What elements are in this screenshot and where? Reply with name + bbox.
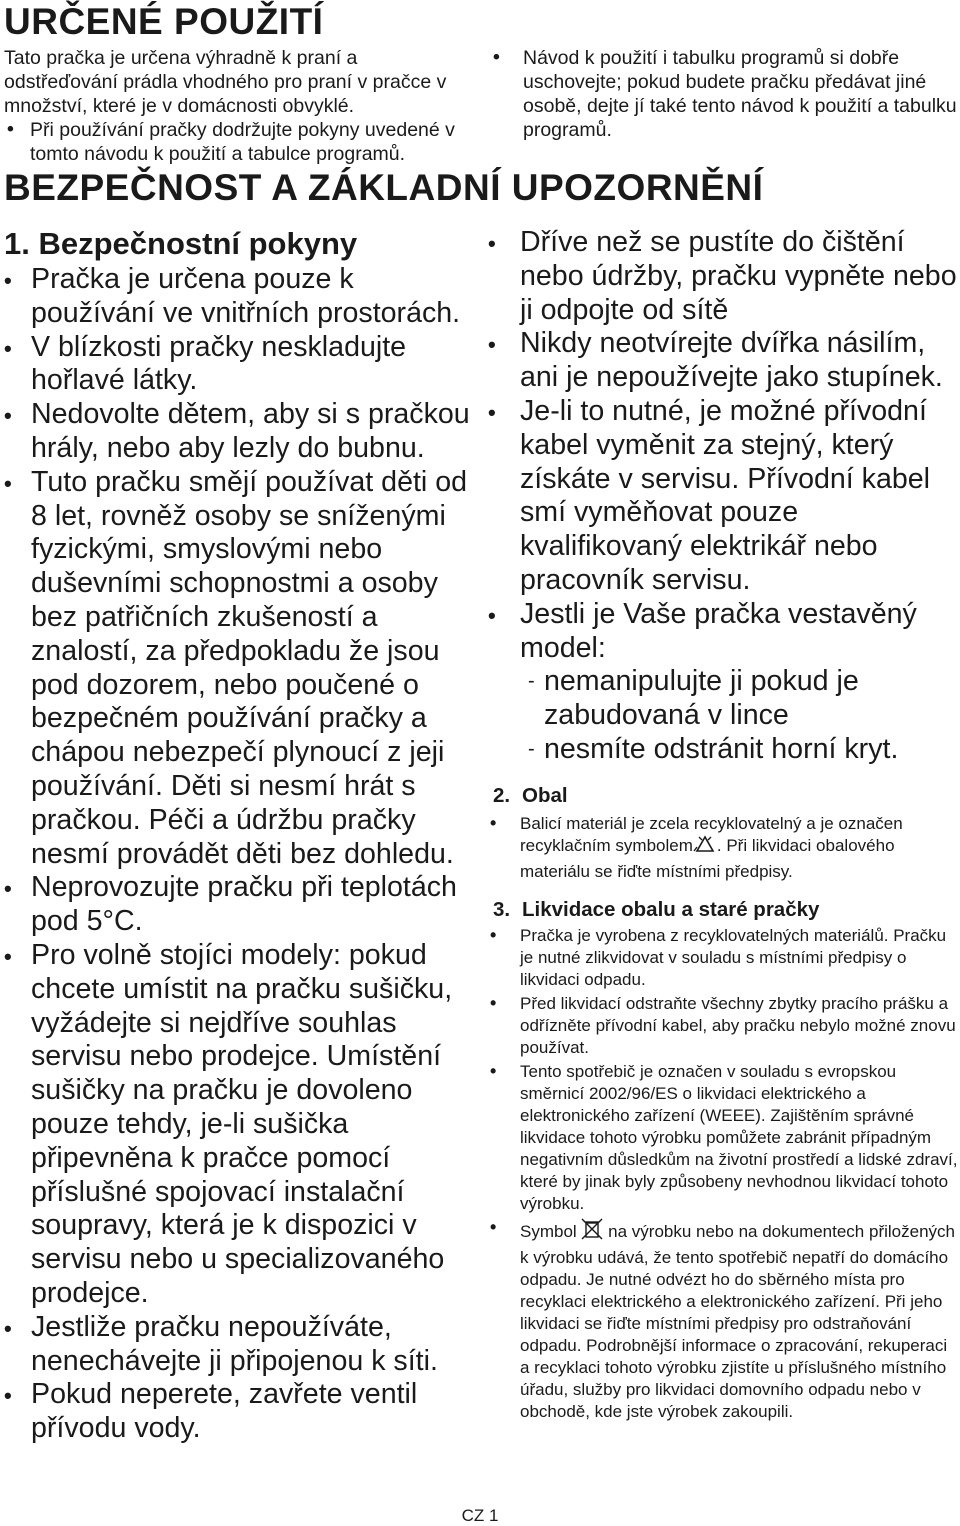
list-item-text: Pračka je vyrobena z recyklovatelných materiálů. Pračku je nutné zlikvidovat v souladu s místními předpisy o likvidaci odpadu. [520,925,947,989]
bullet-icon: • [4,876,12,902]
bullet-icon: • [488,231,496,256]
list-item-text: Nikdy neotvírejte dvířka násilím, ani je nepoužívejte jako stupínek. [520,327,943,394]
list-item-text: Symbol [520,1221,577,1241]
list-item [4,398,482,466]
list-item-text: Pro volně stojíci modely: pokud chcete umístit na pračku sušičku, vyžádejte si nejdříve souhlas servisu nebo prodejce. Umístění sušičky na pračku je dovoleno pouze tehdy, je-li sušička připevněna k pračce pomocí příslušné spojovací instalační soupravy, která je k dispozici v servisu nebo u specializovaného prodejce. [31,938,453,1309]
crossed-bin-icon [581,1217,603,1247]
packaging-list [488,813,958,883]
list-item-text: Tuto pračku smějí používat děti od 8 let, rovněž osoby se sníženými fyzickými, smyslovými nebo duševními schopnostmi a osoby bez patřičních zkušeností a znalostí, za předpokladu že jsou pod dozorem, nebo poučené o bezpečném používání pračky a chápou nebezpečí plynoucí z jeji používání. Děti si nesmí hrát s pračkou. Péči a údržbu pračky nesmí provádět děti bez dohledu. [31,465,468,870]
list-item [488,1217,958,1423]
heading-intended-use: URČENÉ POUŽITÍ [4,1,324,42]
bullet-icon: • [4,1383,12,1409]
list-item-text: Při používání pračky dodržujte pokyny uvedené v tomto návodu k použití a tabulce programů. [30,119,455,165]
list-item-text: Dříve než se pustíte do čištění nebo údržby, pračku vypněte nebo ji odpojte od sítě [520,226,957,326]
usage-intro-text: Tato pračka je určena výhradně k praní a odstřeďování prádla vhodného pro praní v pračce v množství, které je v domácnosti obvyklé. [4,47,447,117]
bullet-icon: • [488,399,496,425]
list-item [488,925,958,991]
section-number: 3. [493,897,511,921]
section-title-text: Likvidace obalu a staré pračky [522,897,820,921]
section1-title: 1. Bezpečnostní pokyny [4,226,358,261]
usage-right-column [493,46,958,142]
section-number: 2. [493,783,511,807]
list-item-text: Návod k použití i tabulku programů si dobře uschovejte; pokud budete pračku předávat jiné osobě, dejte jí také tento návod k použití a tabulku programů. [523,47,957,141]
section2-title [488,783,958,809]
bullet-icon: • [490,924,497,945]
usage-bullet-left [4,118,474,166]
list-item-text: nesmíte odstránit horní kryt. [544,732,899,765]
dash-icon: - [528,670,535,693]
list-item [488,993,958,1059]
bullet-icon: • [4,1315,12,1341]
section3-title [488,897,958,923]
bullet-icon: • [4,943,12,969]
list-item [488,395,958,598]
bullet-icon: • [4,470,12,496]
list-item-text: Balicí materiál je zcela recyklovatelný a je označen recyklačním symbolem [520,813,903,855]
list-item-text: na výrobku nebo na dokumentech přiložených k výrobku udává, že tento spotřebič nepatří do domácího odpadu. Je nutné odvézt ho do sběrného místa pro recyklaci elektrického a elektronického zařízení. Při jeho likvidaci se řiďte místními předpisy pro odstraňování odpadu. Podrobnější informace o zpracování, rekuperaci a recyklaci tohoto výrobku zjistíte u příslušného místního úřadu, služby pro likvidaci domovního odpadu nebo v obchodě, kde jste výrobek zakoupili. [520,1221,955,1421]
safety-list-right [488,226,958,767]
dash-icon: - [528,737,535,760]
disposal-list [488,925,958,1423]
list-item-text: Jestli je Vaše pračka vestavěný model: [520,597,917,664]
bullet-icon: • [493,46,500,68]
bullet-icon: • [490,992,497,1013]
bullet-icon: • [488,332,496,358]
bullet-icon: • [4,403,12,429]
list-item [488,226,958,327]
safety-left-column [4,226,482,1446]
list-item [4,466,482,872]
bullet-icon: • [4,268,12,293]
usage-bullet-right [493,46,958,142]
list-item-text: V blízkosti pračky neskladujte hořlavé látky. [31,330,407,397]
bullet-icon: • [490,1216,497,1237]
list-item [4,939,482,1311]
list-item [488,327,958,395]
recycling-symbol-icon [693,835,717,861]
section-title-text: Obal [522,783,568,807]
list-item [4,1378,482,1446]
list-item [488,1061,958,1215]
bullet-icon: • [488,602,496,628]
bullet-icon: • [7,118,14,140]
list-item [4,871,482,939]
list-item [4,1311,482,1379]
list-item-text: nemanipulujte ji pokud je zabudovaná v lince [544,665,859,732]
usage-left-column [4,46,474,166]
list-item-text: Nedovolte dětem, aby si s pračkou hrály, nebo aby lezly do bubnu. [31,398,470,464]
list-item-text: Je-li to nutné, je možné přívodní kabel vyměnit za stejný, který získáte v servisu. Přívodní kabel smí vyměňovat pouze kvalifikovaný elektrikář nebo pracovník servisu. [520,394,931,596]
bullet-icon: • [490,812,497,833]
bullet-icon: • [4,335,12,361]
sub-list-item [520,665,958,733]
safety-right-column [488,226,958,1425]
list-item-text: Před likvidací odstraňte všechny zbytky pracího prášku a odřízněte přívodní kabel, aby pračku nebylo možné znovu používat. [520,993,956,1057]
safety-list-left [4,263,482,1446]
list-item-text: Tento spotřebič je označen v souladu s evropskou směrnicí 2002/96/ES o likvidaci elektrického a elektronického zařízení (WEEE). Zajištěním správné likvidace tohoto výrobku pomůžete zabránit případným negativním důsledkům na životní prostředí a lidské zdraví, které by jinak byly způsobeny nevhodnou likvidací tohoto výrobku. [520,1061,958,1213]
list-item-text: Jestliže pračku nepoužíváte, nenechávejte ji připojenou k síti. [31,1310,438,1377]
list-item [488,598,958,767]
built-in-sublist [520,665,958,766]
page-number: CZ 1 [461,1506,499,1525]
list-item [488,813,958,883]
list-item-text: Pračka je určena pouze k používání ve vnitřních prostorách. [31,263,461,329]
heading-safety: BEZPEČNOST A ZÁKLADNÍ UPOZORNĚNÍ [4,167,764,208]
list-item-text: Neprovozujte pračku při teplotách pod 5°C. [31,871,457,938]
list-item-text: . Při likvidaci obalového materiálu se řiďte místními předpisy. [520,835,895,881]
list-item-text: Pokud neperete, zavřete ventil přívodu vody. [31,1378,418,1445]
list-item [4,263,482,331]
sub-list-item [520,733,958,767]
bullet-icon: • [490,1060,497,1081]
list-item [4,331,482,399]
